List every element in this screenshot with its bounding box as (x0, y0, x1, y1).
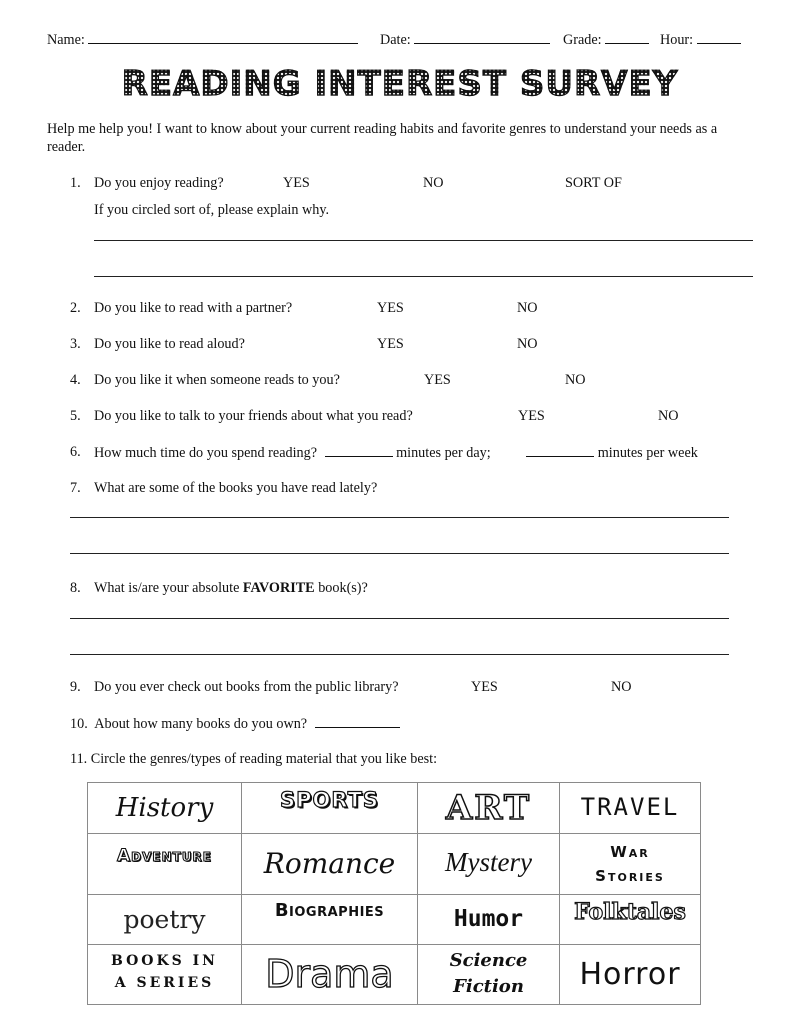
q5-option-no[interactable]: NO (658, 408, 679, 424)
genre-cell-drama[interactable] (242, 945, 418, 1005)
q9-option-no[interactable]: NO (611, 679, 632, 695)
name-field[interactable] (47, 30, 358, 49)
grade-field[interactable] (563, 30, 649, 49)
name-blank[interactable] (88, 30, 358, 44)
q1-answer-line-2[interactable] (94, 276, 753, 277)
question-1-number: 1. (70, 175, 81, 191)
grade-label: Grade: (563, 32, 602, 48)
genre-adventure: Adventure (116, 846, 212, 866)
hour-field[interactable] (660, 30, 741, 49)
genre-art: ART (445, 788, 532, 828)
minutes-per-week-label: minutes per week (597, 445, 698, 461)
question-7-text: What are some of the books you have read lately? (94, 480, 378, 496)
genre-cell-horror[interactable] (560, 945, 701, 1005)
question-9-text: Do you ever check out books from the public library? (94, 679, 399, 695)
q8-answer-line-1[interactable] (70, 618, 729, 619)
question-4-text: Do you like it when someone reads to you? (94, 372, 340, 388)
q8-text-after: book(s)? (318, 580, 368, 596)
intro-text: Help me help you! I want to know about your current reading habits and favorite genres to understand your needs as a reader. (47, 121, 718, 155)
question-5-number: 5. (70, 408, 81, 424)
genre-drama: Drama (265, 952, 394, 996)
q1-followup: If you circled sort of, please explain why. (94, 202, 330, 218)
page-title: READING INTEREST SURVEY (100, 64, 700, 104)
genre-romance: Romance (263, 847, 396, 880)
question-3-number: 3. (70, 336, 81, 352)
genre-books-line-1: BOOKS IN (111, 953, 218, 969)
q4-option-no[interactable]: NO (565, 372, 586, 388)
genre-horror: Horror (579, 957, 681, 992)
genre-history: History (115, 793, 214, 823)
question-9-number: 9. (70, 679, 81, 695)
genre-cell-mystery[interactable] (418, 834, 560, 895)
hour-blank[interactable] (697, 30, 741, 44)
q2-option-yes[interactable]: YES (377, 300, 404, 316)
minutes-per-day-label: minutes per day; (396, 445, 491, 461)
genre-cell-humor[interactable] (418, 895, 560, 945)
question-11-number: 11. (70, 751, 88, 767)
genre-cell-adventure[interactable] (88, 834, 242, 895)
name-label: Name: (47, 32, 85, 48)
question-6-text: How much time do you spend reading? (94, 445, 318, 461)
question-8-number: 8. (70, 580, 81, 596)
q5-option-yes[interactable]: YES (518, 408, 545, 424)
question-6-number: 6. (70, 444, 81, 460)
genre-travel: TRAVEL (580, 793, 680, 815)
genre-cell-folktales[interactable] (560, 895, 701, 945)
genre-humor: Humor (453, 906, 524, 932)
genre-cell-science-fiction[interactable] (418, 945, 560, 1005)
question-11-text: Circle the genres/types of reading material that you like best: (90, 751, 438, 767)
question-10-number: 10. (70, 716, 88, 732)
genre-cell-war-stories[interactable] (560, 834, 701, 895)
q1-answer-line-1[interactable] (94, 240, 753, 241)
minutes-per-week-blank[interactable] (526, 443, 594, 457)
q8-text-bold: FAVORITE (242, 580, 315, 596)
q1-option-no[interactable]: NO (423, 175, 444, 191)
question-8-text (94, 579, 368, 597)
genre-scifi-line-1: Science (449, 950, 528, 971)
question-2-number: 2. (70, 300, 81, 316)
q7-answer-line-1[interactable] (70, 517, 729, 518)
genre-biographies: Biographies (274, 900, 385, 921)
minutes-per-day-blank[interactable] (325, 443, 393, 457)
genre-cell-travel[interactable] (560, 783, 701, 834)
genre-cell-poetry[interactable] (88, 895, 242, 945)
q8-answer-line-2[interactable] (70, 654, 729, 655)
question-7-number: 7. (70, 480, 81, 496)
q3-option-yes[interactable]: YES (377, 336, 404, 352)
genre-cell-art[interactable] (418, 783, 560, 834)
genre-war-line-1: War (610, 843, 650, 861)
date-label: Date: (380, 32, 411, 48)
genre-cell-romance[interactable] (242, 834, 418, 895)
question-2-text: Do you like to read with a partner? (94, 300, 293, 316)
q7-answer-line-2[interactable] (70, 553, 729, 554)
genre-scifi-line-2: Fiction (453, 976, 524, 997)
question-1-text: Do you enjoy reading? (94, 175, 224, 191)
genre-sports: SPORTS (279, 788, 380, 812)
genre-war-line-2: Stories (595, 867, 665, 885)
date-blank[interactable] (414, 30, 550, 44)
q1-option-sort-of[interactable]: SORT OF (565, 175, 622, 191)
question-11-row (70, 750, 437, 768)
genre-books-in-a-series (88, 945, 241, 994)
genre-folktales: Folktales (574, 899, 686, 925)
question-5-text: Do you like to talk to your friends about what you read? (94, 408, 413, 424)
q2-option-no[interactable]: NO (517, 300, 538, 316)
question-10-row (70, 714, 400, 733)
q4-option-yes[interactable]: YES (424, 372, 451, 388)
genre-war-stories (560, 834, 700, 888)
grade-blank[interactable] (605, 30, 649, 44)
question-3-text: Do you like to read aloud? (94, 336, 245, 352)
genre-poetry: poetry (123, 905, 206, 934)
q1-option-yes[interactable]: YES (283, 175, 310, 191)
genre-cell-sports[interactable] (242, 783, 418, 834)
genre-cell-books-in-a-series[interactable] (88, 945, 242, 1005)
genre-cell-biographies[interactable] (242, 895, 418, 945)
q8-text-before: What is/are your absolute (94, 580, 240, 596)
q3-option-no[interactable]: NO (517, 336, 538, 352)
genre-mystery: Mystery (445, 847, 532, 877)
hour-label: Hour: (660, 32, 694, 48)
q9-option-yes[interactable]: YES (471, 679, 498, 695)
date-field[interactable] (380, 30, 550, 49)
genre-books-line-2: A SERIES (114, 975, 215, 991)
question-4-number: 4. (70, 372, 81, 388)
genre-table (87, 782, 701, 1005)
question-6-row (94, 443, 698, 462)
genre-science-fiction (418, 945, 559, 1000)
books-owned-blank[interactable] (315, 714, 400, 728)
question-10-text: About how many books do you own? (94, 716, 308, 732)
genre-cell-history[interactable] (88, 783, 242, 834)
